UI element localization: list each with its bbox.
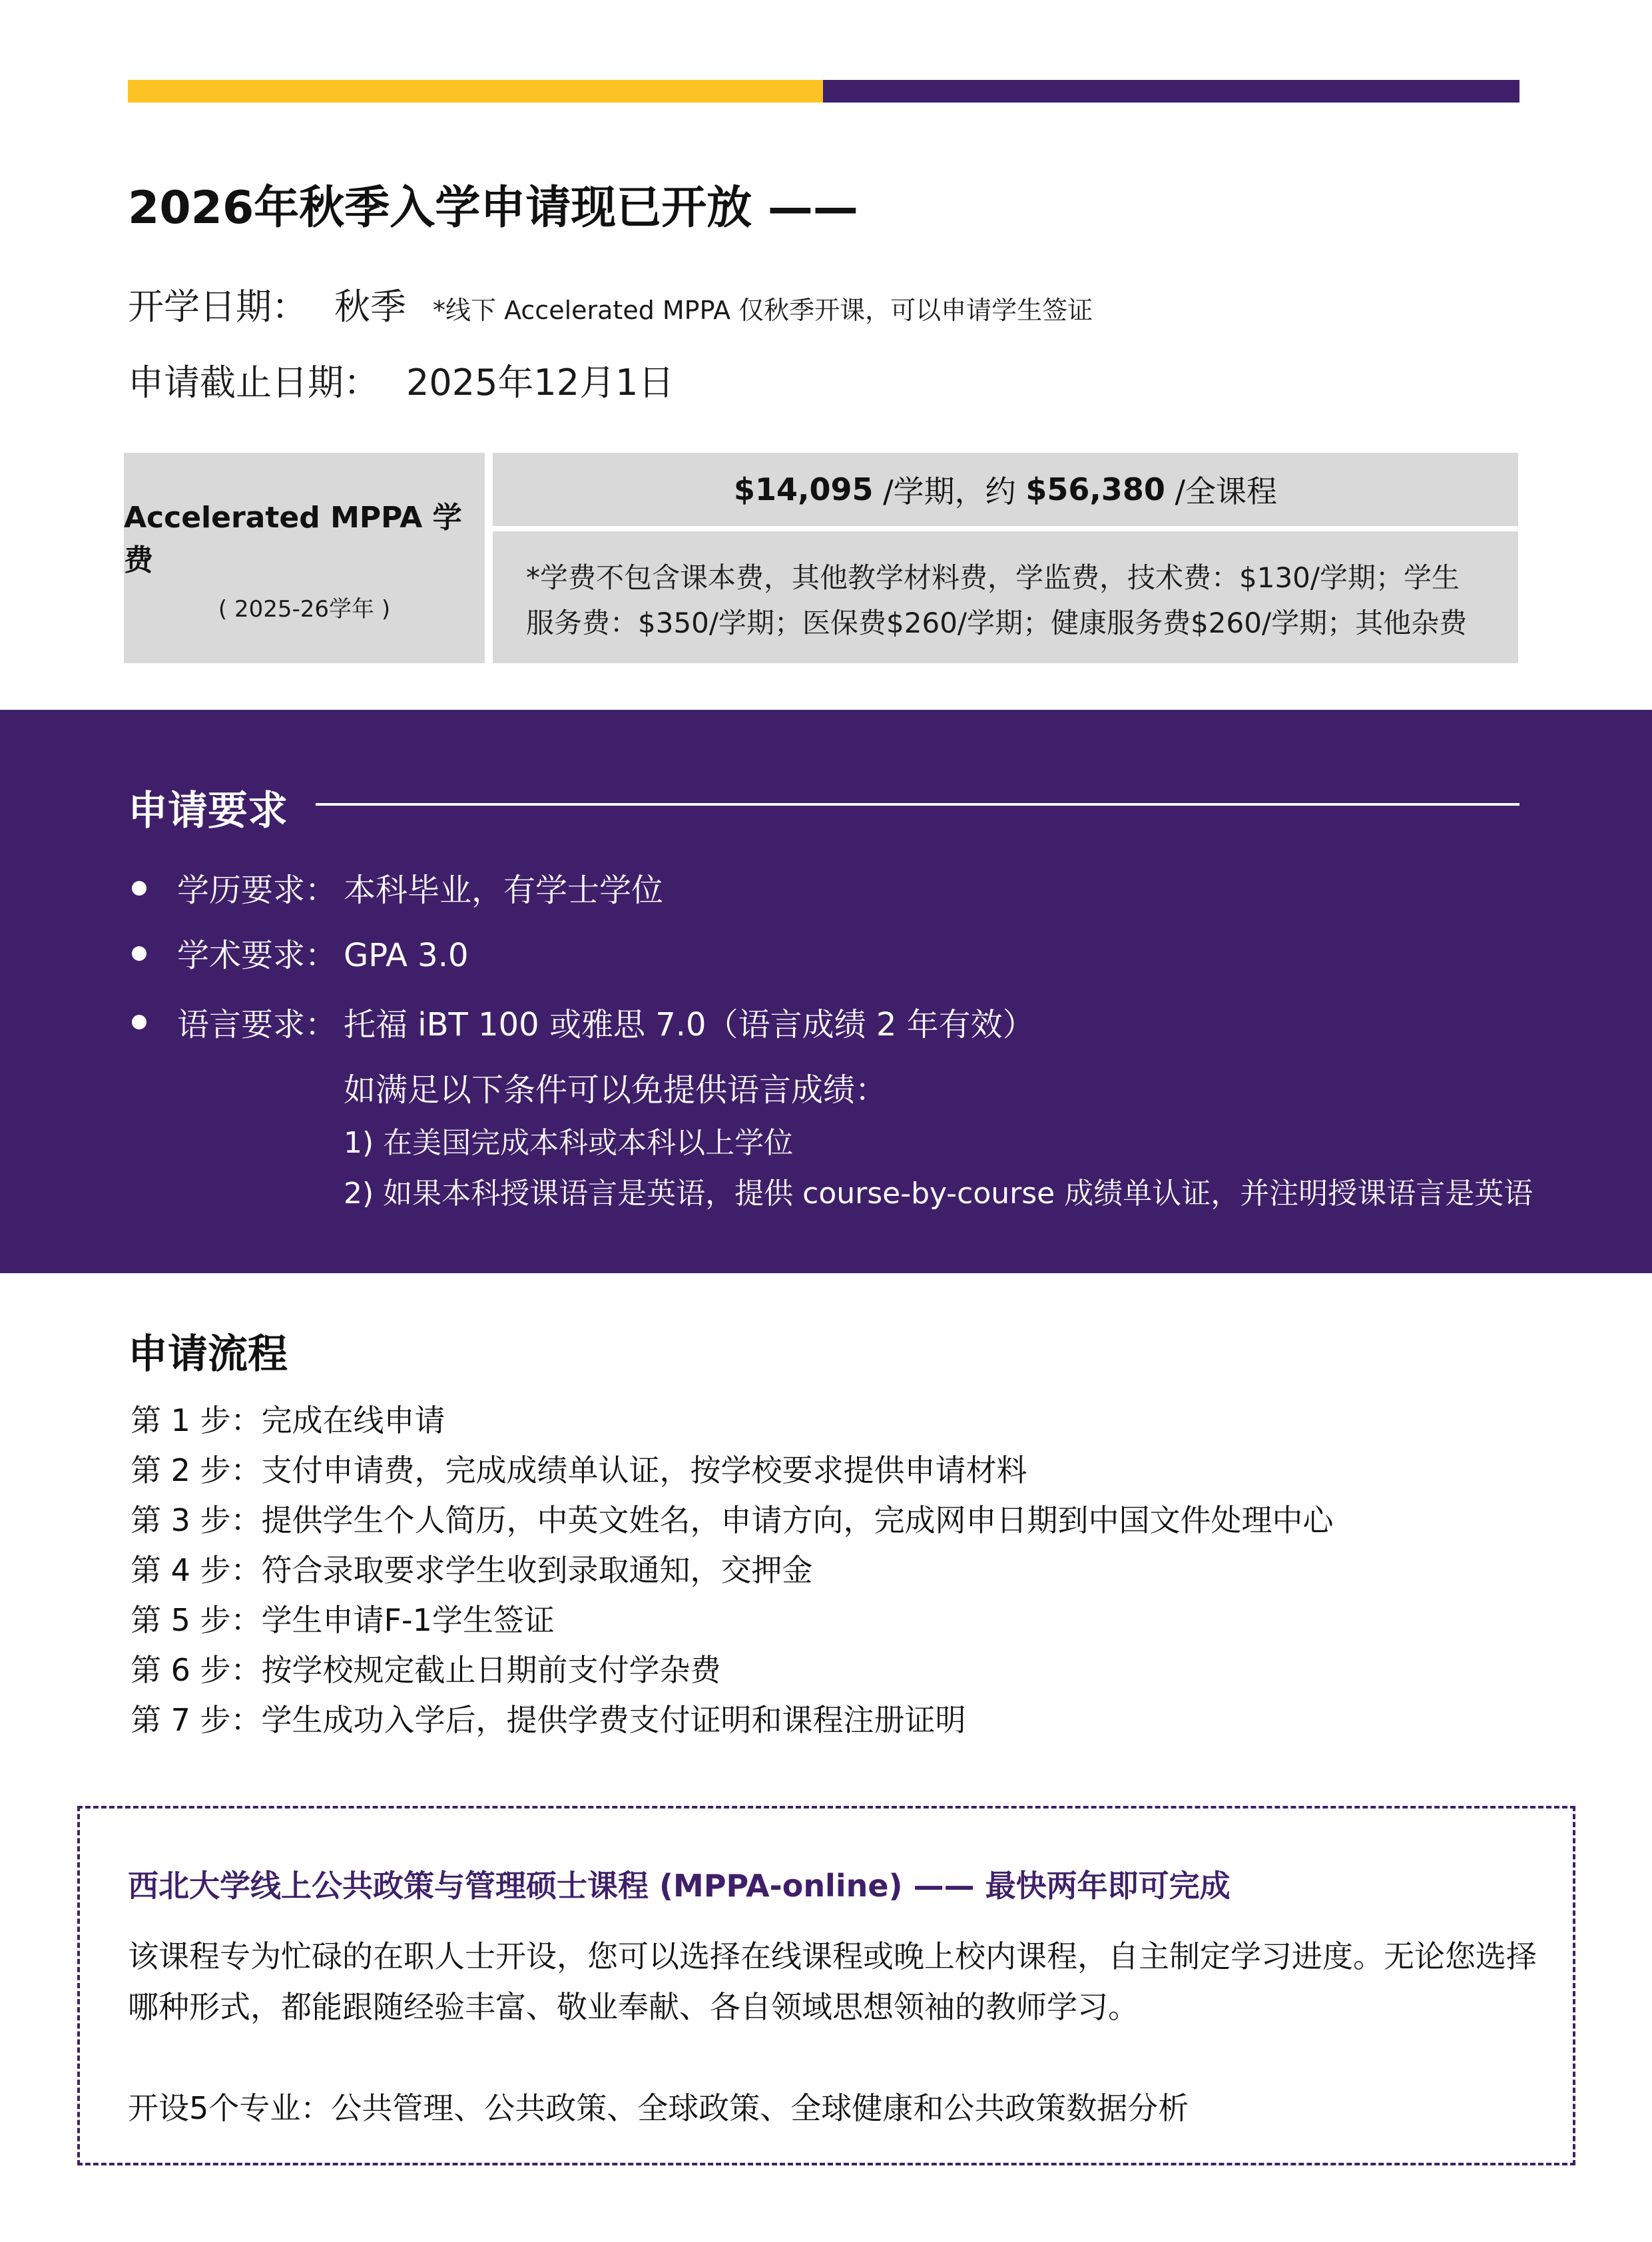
online-program-majors: 开设5个专业：公共管理、公共政策、全球政策、全球健康和公共政策数据分析 [128, 2090, 1189, 2126]
process-steps-list [131, 1396, 1334, 1745]
process-step: 第 2 步：支付申请费，完成成绩单认证，按学校要求提供申请材料 [131, 1452, 1027, 1488]
start-date-note: *线下 Accelerated MPPA 仅秋季开课，可以申请学生签证 [433, 296, 1093, 325]
language-waiver-condition-2: 2) 如果本科授课语言是英语，提供 course-by-course 成绩单认证，并注明授课语言是英语 [344, 1177, 1533, 1211]
accent-bar-purple [823, 80, 1519, 103]
tuition-note-cell [493, 531, 1518, 663]
process-step: 第 1 步：完成在线申请 [131, 1402, 445, 1438]
language-waiver-intro: 如满足以下条件可以免提供语言成绩： [344, 1071, 888, 1109]
requirement-item [177, 930, 469, 976]
online-program-description: 该课程专为忙碌的在职人士开设，您可以选择在线课程或晚上校内课程，自主制定学习进度。无论您选择哪种形式，都能跟随经验丰富、敬业奉献、各自领域思想领袖的教师学习。 [128, 1938, 1537, 2025]
deadline-value: 2025年12月1日 [406, 362, 675, 404]
tuition-note: *学费不包含课本费，其他教学材料费，学监费，技术费：$130/学期；学生服务费：$350/学期；医保费$260/学期；健康服务费$260/学期；其他杂费 [526, 561, 1468, 639]
process-step: 第 7 步：学生成功入学后，提供学费支付证明和课程注册证明 [131, 1702, 966, 1738]
bullet-icon [132, 881, 146, 896]
tuition-amount-cell [493, 453, 1518, 526]
requirement-value: 托福 iBT 100 或雅思 7.0（语言成绩 2 年有效） [344, 1006, 1035, 1043]
requirement-value: GPA 3.0 [344, 937, 469, 974]
start-date-row [128, 278, 1093, 330]
deadline-label: 申请截止日期： [128, 362, 380, 404]
accent-bar-yellow [128, 80, 823, 103]
requirements-title: 申请要求 [128, 788, 288, 834]
language-waiver-condition-1: 1) 在美国完成本科或本科以上学位 [344, 1126, 794, 1160]
deadline-row [128, 354, 675, 406]
tuition-semester-amount: $14,095 [734, 471, 874, 507]
requirement-label: 语言要求： [177, 1006, 338, 1043]
online-program-title: 西北大学线上公共政策与管理硕士课程 (MPPA-online) —— 最快两年即可完成 [128, 1868, 1231, 1904]
tuition-program-name: Accelerated MPPA 学费 [124, 500, 462, 577]
start-date-value: 秋季 [334, 286, 406, 328]
page-title: 2026年秋季入学申请现已开放 —— [128, 182, 858, 234]
tuition-program-cell [124, 453, 485, 663]
requirement-label: 学术要求： [177, 937, 338, 974]
tuition-total-unit: /全课程 [1165, 473, 1277, 509]
requirement-value: 本科毕业，有学士学位 [344, 872, 664, 909]
requirements-divider [316, 803, 1519, 806]
start-date-label: 开学日期： [128, 286, 308, 328]
process-step: 第 6 步：按学校规定截止日期前支付学杂费 [131, 1652, 721, 1688]
requirement-label: 学历要求： [177, 872, 338, 909]
process-title: 申请流程 [128, 1331, 288, 1378]
process-step: 第 5 步：学生申请F-1学生签证 [131, 1602, 555, 1638]
bullet-icon [132, 1015, 146, 1029]
process-step: 第 4 步：符合录取要求学生收到录取通知，交押金 [131, 1552, 813, 1588]
tuition-total-amount: $56,380 [1025, 471, 1165, 507]
tuition-academic-year: ( 2025-26学年 ) [218, 595, 391, 623]
bullet-icon [132, 946, 146, 961]
process-step: 第 3 步：提供学生个人简历，中英文姓名，申请方向，完成网申日期到中国文件处理中心 [131, 1502, 1334, 1538]
tuition-semester-unit: /学期，约 [873, 473, 1026, 509]
requirement-item [177, 864, 663, 910]
requirement-item [177, 999, 1035, 1045]
